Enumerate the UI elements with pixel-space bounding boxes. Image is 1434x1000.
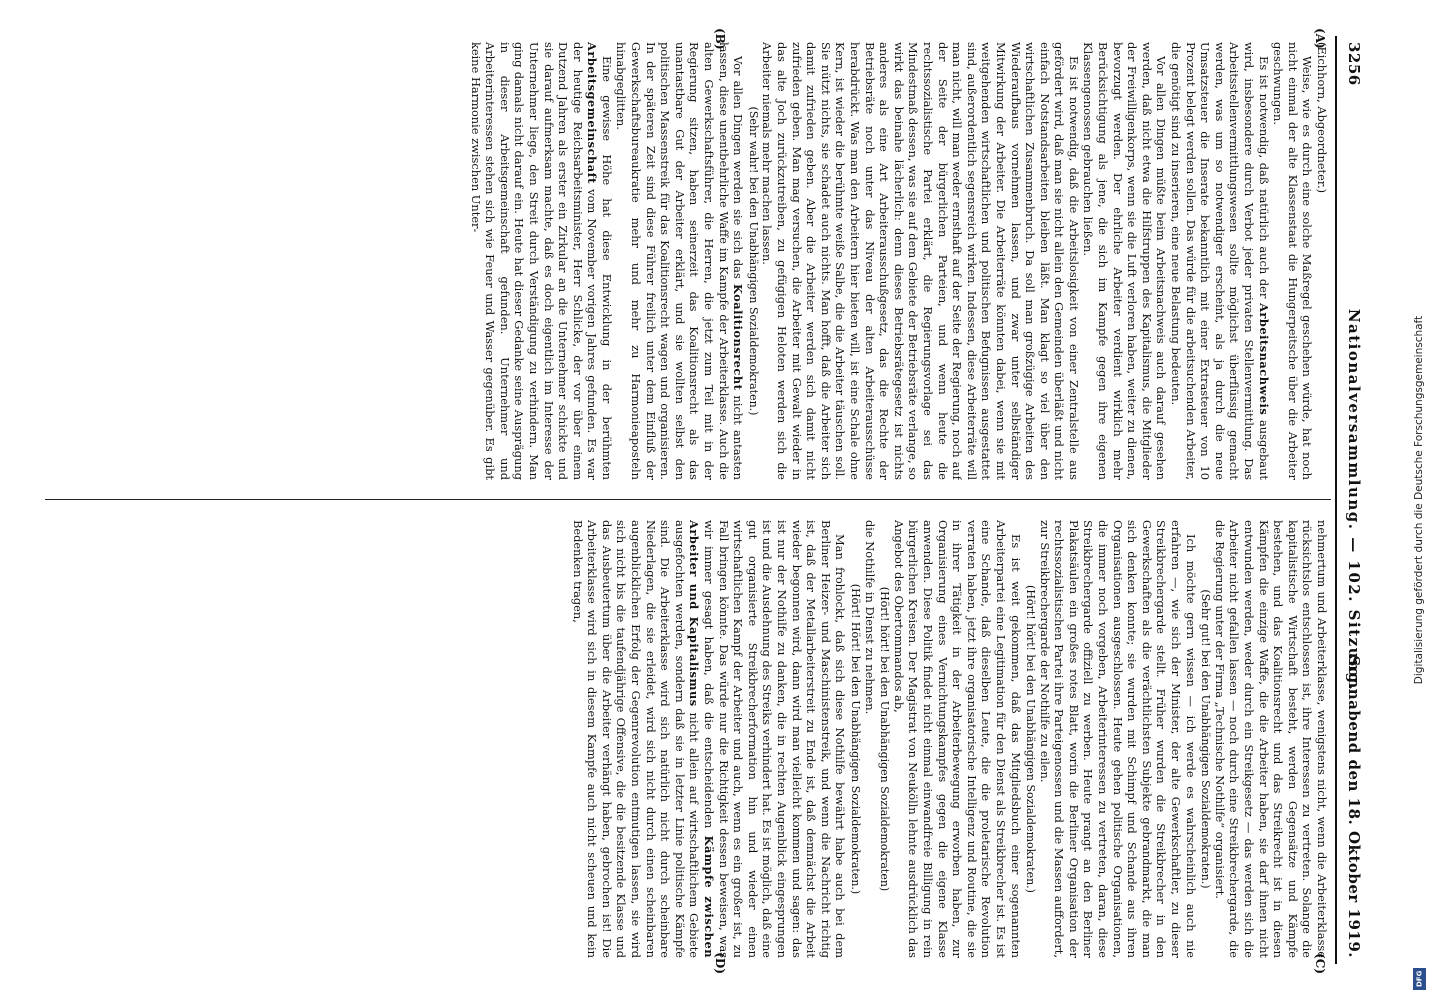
left-column (43, 42, 1329, 480)
paragraph: Ich möchte gern wissen — ich werde es wahrscheinlich auch nie erfahren —, wie sich der Minister, der alte Gewerkschaftler, zu dieser Streikbrechergarde stellt. Früher wurden die Streikbrecher in den Gewerkschaften als die verächtlichsten Subjekte gebrandmarkt, die man sich denken konnte; sie wurden mit Schimpf und Schande aus ihren Organisationen ausgeschlossen. Heute gehen politische Organisationen, die immer noch vorgeben, Arbeiterinteressen zu vertreten, daran, diese Streikbrechergarde offiziell zu werben. Heute prangt an den Berliner Plakatsäulen ein großes rotes Blatt, worin die Berliner Organisation der rechtssozialistischen Partei ihre Parteigenossen und die Massen auffordert, zur Streikbrechergarde der Nothilfe zu eilen. (1037, 520, 1198, 958)
paragraph: nehmertum und Arbeiterklasse, wenigstens nicht, wenn die Arbeiterklasse rücksichtslos entschlossen ist, ihre Interessen zu vertreten. Solange die kapitalistische Wirtschaft besteht, werden Gegensätze und Kämpfe bestehen, und das Koalitionsrecht und das Streikrecht ist in diesen Kämpfen die einzige Waffe, die die Arbeiter haben, sie darf ihnen nicht entwunden werden, weder durch ein Streikgesetz — das werden sich die Arbeiter nicht gefallen lassen — noch durch eine Streikbrechergarde, die die Regierung unter der Firma „Technische Nothilfe“ organisiert. (1212, 520, 1329, 958)
right-column (43, 520, 1329, 958)
page-date: Sonnabend den 18. Oktober 1919. (1345, 655, 1363, 958)
interjection: (Hört! Hört! bei den Unabhängigen Sozialdemokraten.) (849, 583, 862, 895)
paragraph: Vor allen Dingen werden sie sich das Koalitionsrecht nicht antasten lassen, diese unentbehrliche Waffe im Kampfe der Arbeiterklasse. Auch die alten Gewerkschaftsführer, die Herren, die jetzt zum Teil mit in der Regierung sitzen, haben seinerzeit das Koalitionsrecht als das unantastbare Gut der Arbeiter erklärt, und sie wollten selbst den politischen Massenstreik für das Koalitionsrecht wagen und organisieren. In der späteren Zeit sind diese Führer freilich unter dem Einfluß der Gewerkschaftsbureaukratie mehr und mehr zu Harmonieaposteln hinabgeglitten. (614, 42, 746, 480)
credit-strip (1404, 0, 1434, 1000)
emphasis: Kämpfe zwischen Arbeiter und Kapitalismus (687, 520, 717, 958)
paragraph: Es ist notwendig, daß natürlich auch der Arbeitsnachweis ausgebaut wird, insbesondere durch Verbot jeder privaten Stellenvermittlung. Das Arbeitsstellenvermittlungswesen sollte möglichst überflüssig gemacht werden, was um so notwendiger erscheint, als ja durch die neue Umsatzsteuer die Inserate bekanntlich mit einer Extrasteuer von 10 Prozent belegt werden sollen. Das würde für die arbeitsuchenden Arbeiter, die genötigt sind zu inserieren, eine neue Belastung bedeuten. (1169, 42, 1271, 480)
margin-mark-a: (A) (1313, 28, 1327, 49)
page-number: 3256 (1345, 42, 1363, 86)
interjection: (Hört! hört! bei den Unabhängigen Sozialdemokraten.) (1024, 585, 1038, 893)
paragraph: Eine gewisse Höhe hat diese Entwicklung in der berühmten Arbeitsgemeinschaft vom November vorigen Jahres gefunden. Es war der heutige Reichsarbeitsminister, Herr Schlicke, der vor über einem Dutzend Jahren als erster ein Zirkular an die Unternehmer schickte und sie darauf aufmerksam machte, daß es doch eigentlich im Interesse der Unternehmer liege, den Streit durch Verständigung zu verhindern. Man ging damals nicht darauf ein. Heute hat dieser Gedanke seine Ausprägung in dieser Arbeitsgemeinschaft gefunden. Unternehmer und Arbeiterinteressen stehen sich wie Feuer und Wasser gegenüber. Es gibt keine Harmonie zwischen Unter- (468, 42, 614, 480)
paragraph: Es ist notwendig, daß die Arbeitslosigkeit von einer Zentralstelle aus gefördert wird, daß man sie nicht allein den Gemeinden überläßt und nicht einfach Notstandsarbeiten bleiben läßt. Man klagt so viel über den wirtschaftlichen Zusammenbruch. Da soll man großzügige Arbeiten des Wiederaufbaus vornehmen lassen, und zwar unter selbständiger Mitwirkung der Arbeiter. Die Arbeiterräte könnten dabei, wenn sie mit weitgehenden wirtschaftlichen und politischen Befugnissen ausgestattet sind, außerordentlich segensreich wirken. Indessen, diese Arbeiterräte will man nicht, will man weder ernsthaft auf der Seite der Regierung, noch auf der Seite der bürgerlichen Parteien, und wenn heute die rechtssozialistische Partei erklärt, die Regierungsvorlage sei das Mindestmaß dessen, was sie auf dem Gebiete der Betriebsräte verlange, so wirkt das beinahe lächerlich: denn dieses Betriebsrätegesetz ist nichts anderes als eine Art Arbeiterausschußgesetz, das die Rechte der Betriebsräte noch unter das Niveau der alten Arbeiterausschüsse herabdrückt. Was man den Arbeitern hier bieten will, ist eine Schale ohne Kern, ist wieder die berühmte weiße Salbe, die die Arbeiter täuschen soll. Sie nützt nichts, sie schadet auch nichts. Man hofft, daß die Arbeiter sich damit zufrieden geben. Aber die Arbeiter werden sich damit nicht zufrieden geben. Man mag versuchen, die Arbeiter mit Gewalt wieder in das alte Joch zurückzutreiben, zu gefügigen Heloten werden sich die Arbeiter niemals mehr machen lassen. (760, 42, 1081, 480)
column-divider (45, 499, 1331, 500)
dfg-logo: DFG (1413, 968, 1426, 990)
emphasis: Arbeitsgemeinschaft (585, 42, 600, 184)
page-title: Nationalversammlung. — 102. Sitzung. (1345, 308, 1363, 692)
speaker-line: (Eichhorn, Abgeordneter.) (1315, 42, 1329, 194)
paragraph: Vor allen Dingen müßte beim Arbeitsnachweis auch darauf gesehen werden, daß nicht etwa die Hilfstruppen des Kapitalismus, die Mitglieder der Freiwilligenkorps, wenn sie die Luft verloren haben, weiter zu dienen, bevorzugt werden. Der ehrliche Arbeiter verdient wirklich mehr Berücksichtigung als jene, die sich im Kampfe gegen ihre eigenen Klassengenossen gebrauchen ließen. (1081, 42, 1169, 480)
page-header (1341, 42, 1367, 958)
paragraph: Weise, wie es durch eine solche Maßregel geschehen würde, hat noch nicht einmal der alte Klassenstaat die Hungerpeitsche über die Arbeiter geschwungen. (1271, 42, 1315, 480)
paragraph: die Nothilfe in Dienst zu nehmen. (862, 520, 877, 715)
margin-mark-b: (B) (713, 28, 727, 50)
margin-mark-d: (D) (713, 952, 727, 974)
margin-mark-c: (C) (1313, 953, 1327, 974)
newspaper-page (37, 28, 1367, 974)
emphasis: Arbeitsnachweis (1256, 303, 1271, 416)
header-rule (1335, 36, 1337, 964)
paragraph: Es ist weit gekommen, daß das Mitgliedsbuch einer sogenannten Arbeiterpartei eine Legitimation für den Dienst als Streikbrecher ist. Es ist eine Schande, daß dieselben Leute, die die proletarische Revolution verraten haben, jetzt ihre organisatorische Intelligenz und Routine, die sie in ihrer Tätigkeit in der Arbeiterbewegung erworben haben, zur Organisierung eines Vernichtungskampfes gegen die eigene Klasse anwenden. Diese Politik findet nicht einmal einwandfreie Billigung in rein bürgerlichen Kreisen. Der Magistrat von Neukölln lehnte ausdrücklich das Angebot des Obertommandos ab, (891, 520, 1023, 958)
interjection: (Sehr wahr! bei den Unabhängigen Sozialdemokraten.) (746, 106, 760, 416)
interjection: (Hört! hört! bei den Unabhängigen Sozialdemokraten) (878, 586, 892, 892)
interjection: (Sehr gut! bei den Unabhängigen Sozialdemokraten.) (1199, 589, 1213, 889)
emphasis: Koalitionsrecht (731, 283, 746, 391)
funding-credit: Digitalisierung gefördert durch die Deutsche Forschungsgemeinschaft (1413, 315, 1425, 685)
paragraph: Man frohlockt, daß sich diese Nothilfe bewährt habe auch bei dem Berliner Heizer- und Maschinistenstreik, und wenn die Nachricht richtig ist, daß der Metallarbeiterstreit zu Ende ist, daß demnächst die Arbeit wieder begonnen wird, dann wird man vielleicht kommen und sagen: das ist nur der Nothilfe zu danken, die in rechten Augenblick eingesprungen ist und die Ausdehnung des Streiks verhindert hat. Es ist möglich, daß eine gut organisierte Streikbrecherformation hin und wieder einen wirtschaftlichen Kampf der Arbeiter und auch, wenn es ein großer ist, zu Fall bringen könnte. Das würde nur die Richtigkeit dessen beweisen, was wir immer gesagt haben, daß die entscheidenden Kämpfe zwischen Arbeiter und Kapitalismus nicht allein auf wirtschaftlichem Gebiete ausgefochten werden, sondern daß sie in letzter Linie politische Kämpfe sind. Die Arbeiterklasse wird sich natürlich nicht durch scheinbare Niederlagen, die sie erleidet, wird sich nicht durch einen scheinbaren augenblicklichen Erfolg der Gegenrevolution entmutigen lassen, sie wird sich nicht bis die taufendjährige Offensive, die die besitzende Klasse und das Ausbeutertum über die Arbeiter verhängt haben, gebrochen ist! Die Arbeiterklasse wird sich in diesem Kampfe auch nicht scheuen und kein Bedenken tragen, (570, 520, 848, 958)
